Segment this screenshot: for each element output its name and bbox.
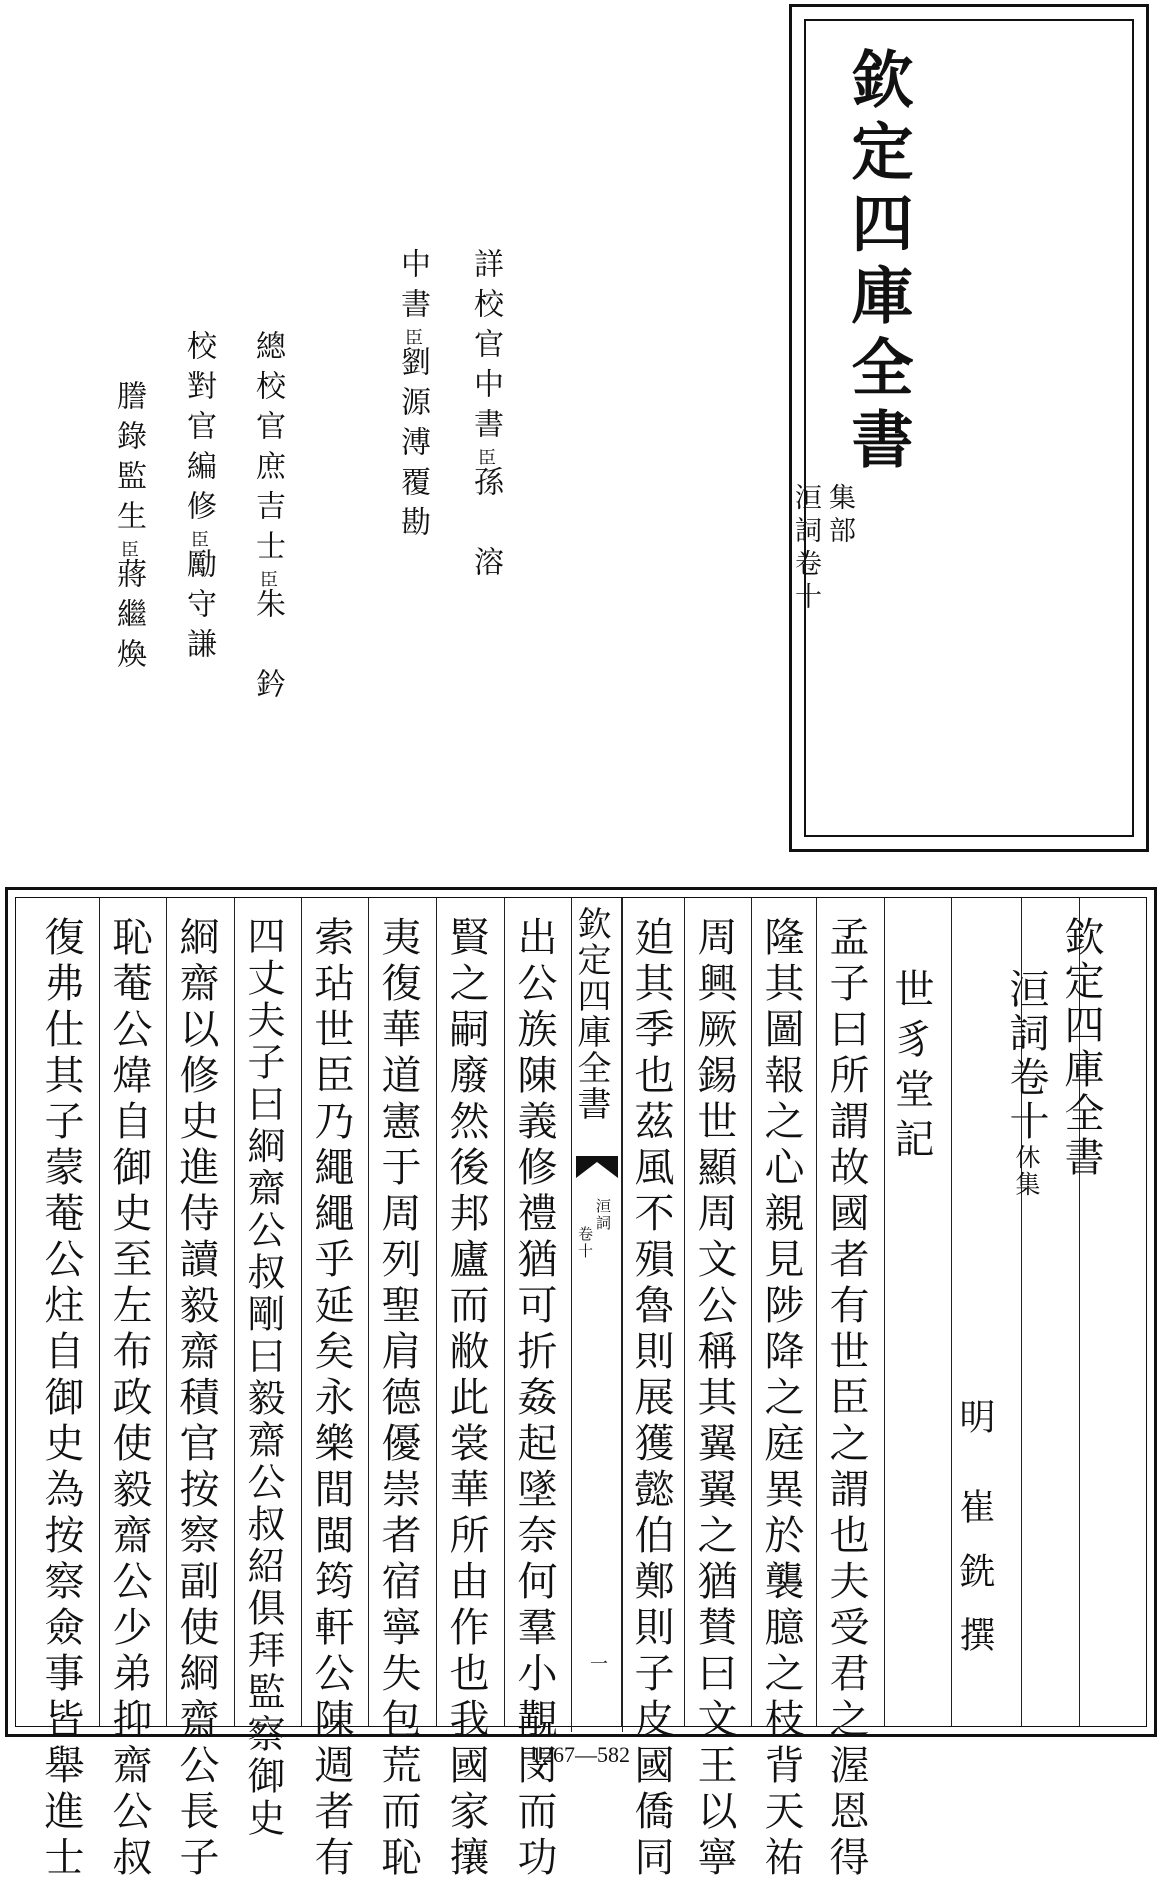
dynasty-label: 明 [954,1398,995,1434]
fold-volume: 卷十 [576,1226,594,1260]
column-rule [951,898,952,1726]
text-column: 夷復華道憲于周列聖肩德優崇者宿寧失包荒而恥 [375,916,421,1882]
credit-rank: 臣 [475,448,496,466]
credit-chief-editor [250,330,285,708]
slip-title: 欽定四庫全書 [841,47,914,479]
text-column: 復弗仕其子蒙菴公炷自御史為按察僉事皆舉進士 [38,916,84,1882]
page-code: 1267—582 [531,1742,630,1767]
column-rule [301,898,302,1726]
credit-rank: 臣 [402,328,423,346]
text-column: 四丈夫子曰綗齋公叔剛曰毅齋公叔紹俱拜監察御史 [241,916,285,1840]
text-column: 孟子曰所謂故國者有世臣之謂也夫受君之渥恩得 [823,916,869,1882]
author-credit: 崔銑撰 [954,1488,995,1680]
text-column: 出公族陳義修禮猶可折姦起墜奈何羣小覯閔而功 [511,916,557,1882]
fold-book-title: 洹詞 [594,1198,612,1232]
column-rule [436,898,437,1726]
credit-rank: 臣 [118,540,139,558]
credit-role: 詳校官中書 [468,248,503,448]
credit-proofreader [468,248,503,586]
column-rule [504,898,505,1726]
credit-rank: 臣 [188,530,209,548]
volume-title-text: 洹詞卷十 [1003,968,1049,1144]
text-column: 索玷世臣乃繩繩乎延矣永樂間閩筠軒公陳週者有 [308,916,354,1882]
credit-role: 中書 [395,248,430,328]
text-column: 隆其圖報之心親見陟降之庭異於襲臆之枝背天祐 [758,916,804,1882]
slip-volume: 洹詞卷十 [790,483,821,615]
credit-role: 謄錄監生 [111,380,146,540]
volume-note: 休集 [1012,1144,1041,1198]
text-column: 廹其季也茲風不殞魯則展獲懿伯鄭則子皮國僑同 [628,916,674,1882]
page-collection-title: 欽定四庫全書 [1058,916,1104,1180]
text-column: 賢之嗣廢然後邦廬而敝此裳華所由作也我國家攘 [443,916,489,1882]
column-rule [684,898,685,1726]
credit-copyist [111,380,146,678]
essay-title: 世豸堂記 [888,968,934,1168]
credit-role: 校對官編修 [181,330,216,530]
text-column: 周興厥錫世顯周文公稱其翼翼之猶賛曰文王以寧 [691,916,737,1882]
page-volume-title [1003,968,1049,1198]
fold-title: 欽定四庫全書 [571,906,611,1122]
center-fold [571,898,623,1732]
column-rule [884,898,885,1726]
credit-collator [181,330,216,668]
column-rule [234,898,235,1726]
title-slip-inner-frame [790,19,1134,837]
column-rule [751,898,752,1726]
column-rule [99,898,100,1726]
credit-role: 總校官庶吉士 [250,330,285,570]
credit-name: 劉源溥覆勘 [395,346,430,546]
column-rule [166,898,167,1726]
credit-name: 蔣繼煥 [111,558,146,678]
fold-page-number: 一 [590,1654,608,1675]
credit-name: 勵守謙 [181,548,216,668]
credit-reviewer [395,248,430,546]
column-rule [368,898,369,1726]
fishtail-mark-icon [576,1156,618,1178]
credit-name: 朱 鈐 [250,588,285,708]
credit-rank: 臣 [257,570,278,588]
text-column: 綗齋以修史進侍讀毅齋積官按察副使綗齋公長子 [173,916,219,1882]
title-slip [789,4,1149,852]
text-column: 恥菴公煒自御史至左布政使毅齋公少弟抑齋公叔 [106,916,152,1882]
slip-collection: 集部 [824,483,855,549]
credit-name: 孫 溶 [468,466,503,586]
column-rule [816,898,817,1726]
